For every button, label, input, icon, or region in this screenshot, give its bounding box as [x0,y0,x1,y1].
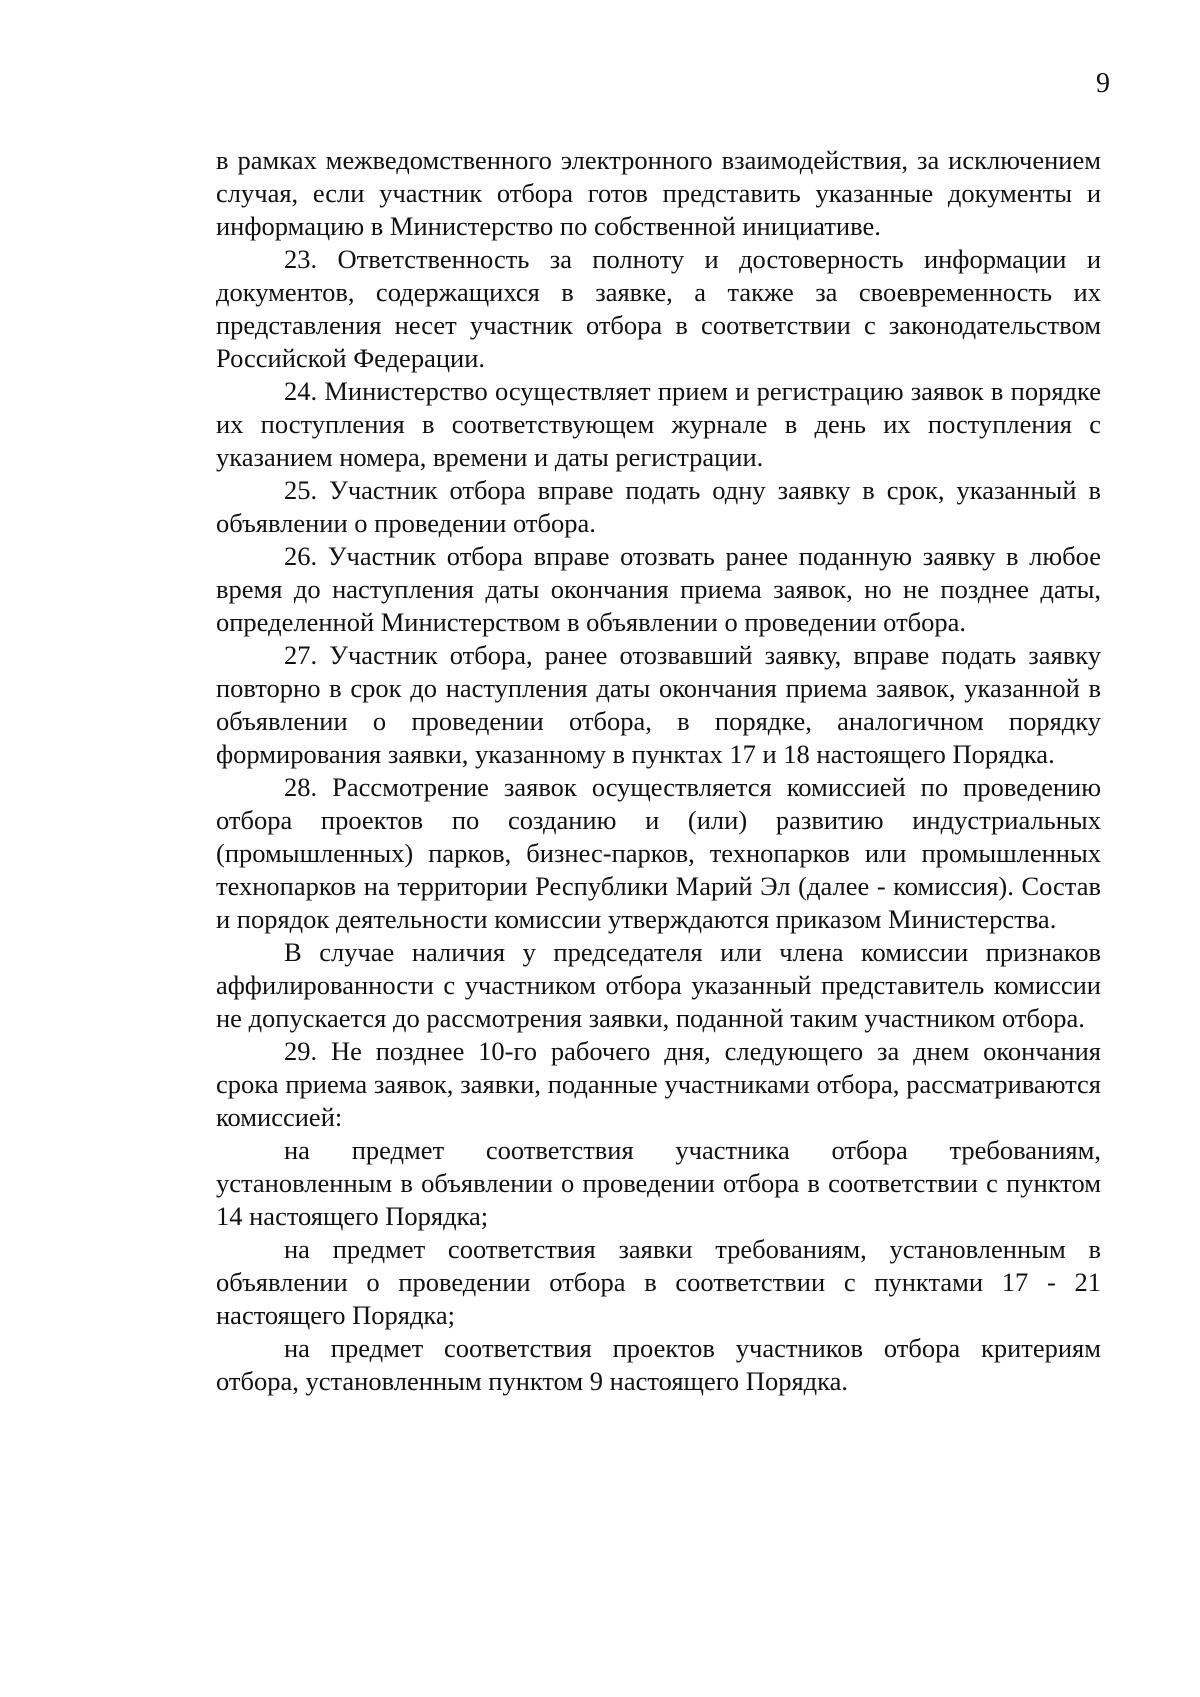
paragraph-item-26: 26. Участник отбора вправе отозвать ранее поданную заявку в любое время до наступления даты окончания приема заявок, но не позднее даты, определенной Министерством в объявлении о проведении отбора. [216,541,1101,637]
page-number: 9 [1096,68,1110,99]
paragraph-criterion-projects: на предмет соответствия проектов участников отбора критериям отбора, установленным пунктом 9 настоящего Порядка. [216,1333,1101,1396]
paragraph-item-28: 28. Рассмотрение заявок осуществляется комиссией по проведению отбора проектов по созданию и (или) развитию индустриальных (промышленных) парков, бизнес-парков, технопарков или промышленных технопарков на территории Республики Марий Эл (далее - комиссия). Состав и порядок деятельности комиссии утверждаются приказом Министерства. [216,772,1101,934]
paragraph-affiliation: В случае наличия у председателя или члена комиссии признаков аффилированности с участником отбора указанный представитель комиссии не допускается до рассмотрения заявки, поданной таким участником отбора. [216,937,1101,1033]
paragraph-item-27: 27. Участник отбора, ранее отозвавший заявку, вправе подать заявку повторно в срок до наступления даты окончания приема заявок, указанной в объявлении о проведении отбора, в порядке, аналогичном порядку формирования заявки, указанному в пунктах 17 и 18 настоящего Порядка. [216,640,1101,769]
paragraph-continuation: в рамках межведомственного электронного взаимодействия, за исключением случая, если участник отбора готов представить указанные документы и информацию в Министерство по собственной инициативе. [216,145,1101,241]
paragraph-item-24: 24. Министерство осуществляет прием и регистрацию заявок в порядке их поступления в соответствующем журнале в день их поступления с указанием номера, времени и даты регистрации. [216,376,1101,472]
document-body [216,144,1101,1398]
paragraph-item-25: 25. Участник отбора вправе подать одну заявку в срок, указанный в объявлении о проведении отбора. [216,475,1101,538]
paragraph-item-23: 23. Ответственность за полноту и достоверность информации и документов, содержащихся в заявке, а также за своевременность их представления несет участник отбора в соответствии с законодательством Российской Федерации. [216,244,1101,373]
paragraph-item-29: 29. Не позднее 10-го рабочего дня, следующего за днем окончания срока приема заявок, заявки, поданные участниками отбора, рассматриваются комиссией: [216,1036,1101,1132]
paragraph-criterion-application: на предмет соответствия заявки требованиям, установленным в объявлении о проведении отбора в соответствии с пунктами 17 - 21 настоящего Порядка; [216,1234,1101,1330]
paragraph-criterion-participant: на предмет соответствия участника отбора требованиям, установленным в объявлении о проведении отбора в соответствии с пунктом 14 настоящего Порядка; [216,1135,1101,1231]
